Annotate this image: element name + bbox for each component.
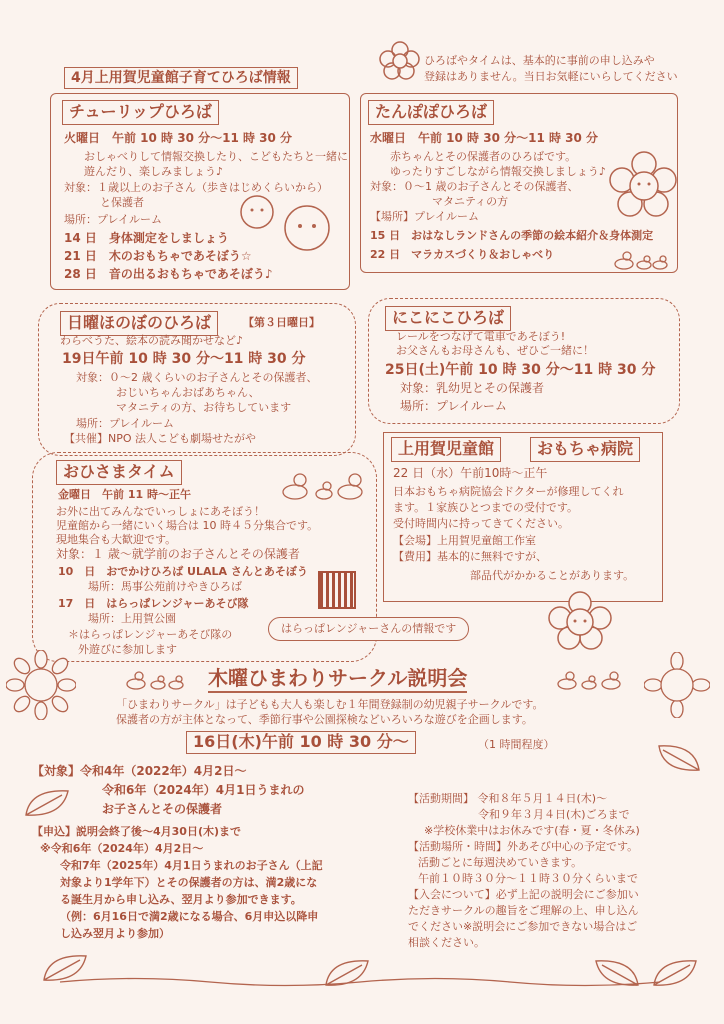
tulip-desc-2: 遊んだり、楽しみましょう♪ [84,165,224,178]
sunday-target-2: おじいちゃんおばあちゃん、 [116,386,260,399]
nikoniko-target: 対象：乳幼児とその保護者 [400,381,545,395]
himawari-apply-2: ※令和6年（2024年）4月2日～ [40,842,204,855]
himawari-join-2: ただきサークルの趣旨をご理解の上、申し込ん [408,904,639,917]
himawari-period-2: 令和９年３月４日(木)ごろまで [478,808,630,821]
sunflower-icon [644,652,710,718]
himawari-apply-6: （例：6月16日で満2歳になる場合、6月申込以降申 [60,910,319,923]
tanpopo-target-1: 対象：０～1 歳のお子さんとその保護者、 [370,180,579,193]
tulip-event: 28 日 音の出るおもちゃであそぼう♪ [64,267,273,281]
tanpopo-desc-2: ゆったりすごしながら情報交換しましょう♪ [390,165,606,178]
ohisama-event-1-place: 場所：馬事公苑前けやきひろば [88,580,242,593]
tanpopo-desc-1: 赤ちゃんとその保護者のひろばです。 [390,150,577,163]
himawari-join-3: でください※説明会にご参加できない場合はご [408,920,638,933]
himawari-target-3: お子さんとその保護者 [102,802,223,816]
ohisama-desc-3: 現地集合も大歓迎です。 [56,533,177,546]
sunday-time: 19日午前 10 時 30 分～11 時 30 分 [62,351,306,367]
tulip-time: 火曜日 午前 10 時 30 分～11 時 30 分 [64,131,293,145]
himawari-desc-1: 「ひまわりサークル」は子どもも大人も楽しむ１年間登録制の幼児親子サークルです。 [116,698,544,711]
ohisama-time: 金曜日 午前 11 時～正午 [58,488,191,501]
leaf-icon [655,740,703,776]
tanpopo-title: たんぽぽひろば [368,100,494,125]
sunday-sponsor: 【共催】NPO 法人こども劇場せたがや [64,432,257,445]
toy-time: 22 日（水）午前10時～正午 [393,466,548,480]
himawari-apply-1: 【申込】説明会終了後～4月30日(木)まで [32,825,242,838]
header-note-2: 登録はありません。当日お気軽にいらしてください [424,70,678,83]
himawari-place-1: 【活動場所・時間】外あそび中心の予定です。 [408,840,639,853]
tulip-target-1: 対象：１歳以上のお子さん（歩きはじめくらいから） [64,181,328,194]
nikoniko-title: にこにこひろば [385,306,511,331]
ducks-icon [612,250,672,272]
ohisama-note-2: 外遊びに参加します [78,643,177,656]
tanpopo-time: 水曜日 午前 10 時 30 分～11 時 30 分 [370,131,599,145]
sunday-desc: わらべうた、絵本の読み聞かせなど♪ [60,334,244,347]
ducks-icon [280,470,370,502]
sunday-target-1: 対象：０～2 歳くらいのお子さんとその保護者、 [76,371,318,384]
tulip-place: 場所：プレイルーム [64,213,163,226]
tulip-desc-1: おしゃべりして情報交換したり、こどもたちと一緒に [84,150,348,163]
nikoniko-time: 25日(土)午前 10 時 30 分～11 時 30 分 [385,362,656,378]
himawari-period-3: ※学校休業中はお休みです(春・夏・冬休み) [424,824,640,837]
header-note-1: ひろばやタイムは、基本的に事前の申し込みや [424,54,655,67]
flower-icon [378,40,422,80]
ohisama-event-2: 17 日 はらっぱレンジャーあそび隊 [58,597,249,610]
himawari-join-1: 【入会について】必ず上記の説明会にご参加い [408,888,639,901]
ducks-icon [124,668,188,692]
flower-faces-icon [232,190,342,260]
tanpopo-target-2: マタニティの方 [432,195,509,208]
toy-desc-1: 日本おもちゃ病院協会ドクターが修理してくれ [393,485,624,498]
himawari-apply-5: る誕生月から申し込み、翌月より参加できます。 [60,893,302,906]
nikoniko-desc-2: お父さんもお母さんも、ぜひご一緒に！ [396,344,594,357]
qr-code-icon[interactable] [318,571,356,609]
himawari-duration: （1 時間程度） [478,738,555,751]
himawari-place-3: 午前１０時３０分～１１時３０分くらいまで [418,872,638,885]
toy-desc-3: 受付時間内に持ってきてください。 [393,517,569,530]
toy-fee-1: 【費用】基本的に無料ですが、 [393,550,547,563]
sunday-title: 日曜ほのぼのひろば [60,311,218,336]
flower-face-icon [608,150,680,222]
himawari-apply-7: し込み翌月より参加） [60,927,170,940]
ohisama-desc-2: 児童館から一緒にいく場合は 10 時４５分集合です。 [56,519,319,532]
nikoniko-desc-1: レールをつなげて電車であそぼう! [396,330,566,343]
tulip-event: 21 日 木のおもちゃであそぼう☆ [64,249,252,263]
page-title: 4月上用賀児童館子育てひろば情報 [64,67,298,89]
himawari-place-2: 活動ごとに毎週決めていきます。 [418,856,583,869]
ohisama-title: おひさまタイム [56,460,182,485]
himawari-time: 16日(木)午前 10 時 30 分～ [186,731,416,754]
himawari-join-4: 相談ください。 [408,936,485,949]
tanpopo-event: 22 日 マラカスづくり＆おしゃべり [370,248,555,261]
toy-title-1: 上用賀児童館 [391,437,501,462]
tanpopo-event: 15 日 おはなしランドさんの季節の絵本紹介＆身体測定 [370,229,654,242]
ohisama-desc-1: お外に出てみんなでいっしょにあそぼう！ [56,505,265,518]
sunday-place: 場所：プレイルーム [76,417,175,430]
nikoniko-place: 場所：プレイルーム [400,399,507,413]
sunday-target-3: マタニティの方、お待ちしています [116,401,292,414]
vine-divider [60,975,660,989]
sunflower-icon [6,650,76,720]
ohisama-event-1: 10 日 おでかけひろば ULALA さんとあそぼう [58,565,308,578]
ohisama-note-1: ＊はらっぱレンジャーあそび隊の [68,628,233,641]
leaf-icon [22,785,72,821]
himawari-apply-4: 対象より1学年下）とその保護者の方は、満2歳にな [60,876,318,889]
ohisama-info-bubble: はらっぱレンジャーさんの情報です [268,617,469,641]
himawari-apply-3: 令和7年（2025年）4月1日うまれのお子さん（上記 [60,859,323,872]
himawari-target-2: 令和6年（2024年）4月1日うまれの [102,783,305,797]
toy-venue: 【会場】上用賀児童館工作室 [393,534,536,547]
himawari-target-1: 【対象】令和4年（2022年）4月2日～ [32,764,247,778]
ohisama-target: 対象：１ 歳～就学前のお子さんとその保護者 [56,547,300,561]
tanpopo-place: 【場所】プレイルーム [370,210,480,223]
himawari-title: 木曜ひまわりサークル説明会 [208,665,467,693]
sunday-badge: 【第３日曜日】 [243,316,320,329]
flower-face-icon [545,590,615,652]
himawari-period-1: 【活動期間】 令和８年５月１４日(木)～ [408,792,608,805]
toy-title-2: おもちゃ病院 [530,437,640,462]
himawari-desc-2: 保護者の方が主体となって、季節行事や公園探検などいろいろな遊びを企画します。 [116,713,533,726]
ducks-icon [555,668,625,692]
toy-fee-2: 部品代がかかることがあります。 [470,569,635,582]
toy-desc-2: ます。１家族ひとつまでの受付です。 [393,501,579,514]
ohisama-event-2-place: 場所：上用賀公園 [88,612,176,625]
tulip-target-2: と保護者 [100,196,144,209]
tulip-title: チューリップひろば [62,100,219,125]
tulip-event: 14 日 身体測定をしましょう [64,231,229,245]
